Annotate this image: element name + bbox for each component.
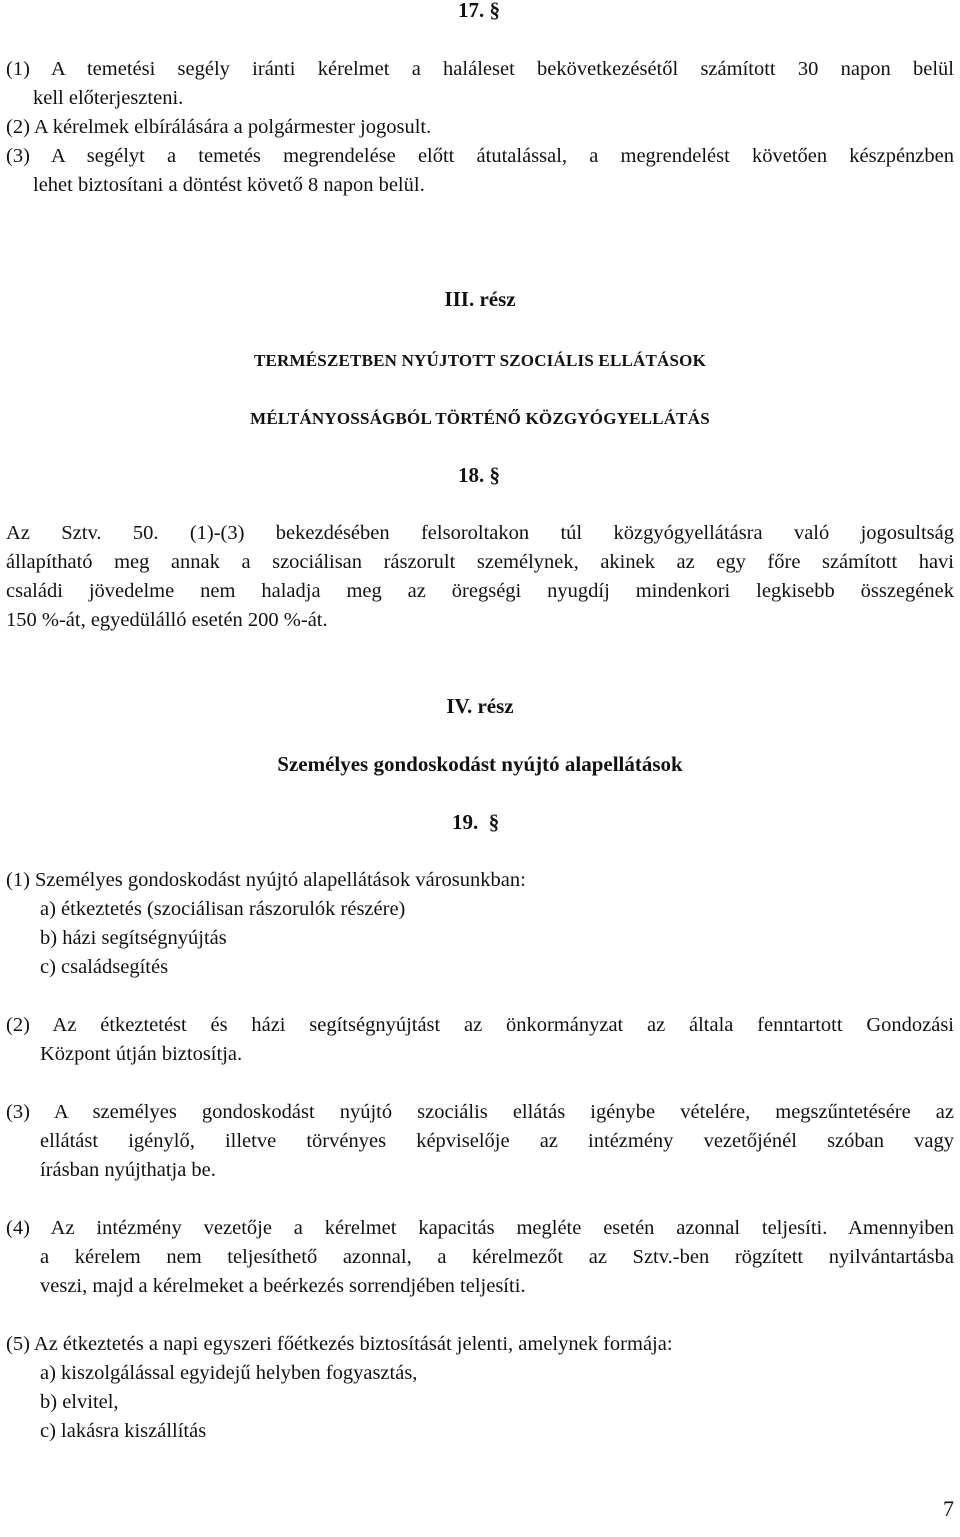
section-19-p4-line1: (4) Az intézmény vezetője a kérelmet kapacitás megléte esetén azonnal teljesíti. Amennyiben xyxy=(6,1217,954,1239)
section-17-p1-line2: kell előterjeszteni. xyxy=(33,87,184,109)
part-3-subtitle: TERMÉSZETBEN NYÚJTOTT SZOCIÁLIS ELLÁTÁSOK xyxy=(253,351,707,370)
section-18-number: 18. xyxy=(458,463,485,487)
section-sign: § xyxy=(489,463,500,487)
part-4-title: IV. rész xyxy=(446,694,514,718)
section-17-heading xyxy=(458,0,500,25)
section-19-p1-intro: (1) Személyes gondoskodást nyújtó alapellátások városunkban: xyxy=(6,869,526,891)
section-19-p5-intro: (5) Az étkeztetés a napi egyszeri főétkezés biztosítását jelenti, amelynek formája: xyxy=(6,1333,673,1355)
section-18-heading xyxy=(458,461,500,490)
section-19-heading xyxy=(452,808,499,837)
section-18-line1 xyxy=(6,519,954,548)
page-number: 7 xyxy=(943,1496,954,1521)
part-4-subtitle: Személyes gondoskodást nyújtó alapellátások xyxy=(277,752,683,776)
section-19-p5-item-c: c) lakásra kiszállítás xyxy=(40,1420,207,1442)
section-19-p5-item-b: b) elvitel, xyxy=(40,1391,119,1413)
section-sign: § xyxy=(488,810,500,834)
section-17-p2: (2) A kérelmek elbírálására a polgármester jogosult. xyxy=(6,116,432,138)
section-19-number: 19. xyxy=(452,810,479,834)
section-19-p4-line2: a kérelem nem teljesíthető azonnal, a kérelmezőt az Sztv.-ben rögzített nyilvántartásba xyxy=(40,1246,954,1268)
section-19-p1-item-a: a) étkeztetés (szociálisan rászorulók részére) xyxy=(40,898,406,920)
section-19-p3-line2: ellátást igénylő, illetve törvényes képviselője az intézmény vezetőjénél szóban vagy xyxy=(40,1130,954,1152)
section-19-p5-item-a: a) kiszolgálással egyidejű helyben fogyasztás, xyxy=(40,1362,418,1384)
section-18-line2: állapítható meg annak a szociálisan rászorult személynek, akinek az egy főre számított havi xyxy=(6,551,954,573)
section-19-p1-item-b: b) házi segítségnyújtás xyxy=(40,927,227,949)
section-19-p3-line3: írásban nyújthatja be. xyxy=(40,1159,216,1181)
section-17-p1-line1: (1) A temetési segély iránti kérelmet a haláleset bekövetkezésétől számított 30 napon belül xyxy=(6,58,954,80)
section-19-p2-line2: Központ útján biztosítja. xyxy=(40,1043,243,1065)
section-18-line4: 150 %-át, egyedülálló esetén 200 %-át. xyxy=(6,609,328,631)
section-18-line1-text: Az Sztv. 50. (1)-(3) bekezdésében felsoroltakon túl közgyógyellátásra való jogosultság xyxy=(6,522,954,544)
section-19-p1-item-c: c) családsegítés xyxy=(40,956,169,978)
section-19-p4-line3: veszi, majd a kérelmeket a beérkezés sorrendjében teljesíti. xyxy=(40,1275,526,1297)
section-18-line3: családi jövedelme nem haladja meg az öregségi nyugdíj mindenkori legkisebb összegének xyxy=(6,580,954,602)
section-sign: § xyxy=(489,0,500,22)
part-3-title: III. rész xyxy=(444,287,516,311)
section-17-number: 17. xyxy=(458,0,485,22)
section-19-p3-line1: (3) A személyes gondoskodást nyújtó szociális ellátás igénybe vételére, megszűntetésére az xyxy=(6,1101,954,1123)
section-19-p2-line1: (2) Az étkeztetést és házi segítségnyújtást az önkormányzat az általa fenntartott Gondozási xyxy=(6,1014,954,1036)
part-3-subsubtitle: MÉLTÁNYOSSÁGBÓL TÖRTÉNŐ KÖZGYÓGYELLÁTÁS xyxy=(250,409,710,428)
section-17-p3-line2: lehet biztosítani a döntést követő 8 napon belül. xyxy=(33,174,425,196)
section-17-p3-line1: (3) A segélyt a temetés megrendelése előtt átutalással, a megrendelést követően készpénzben xyxy=(6,145,954,167)
